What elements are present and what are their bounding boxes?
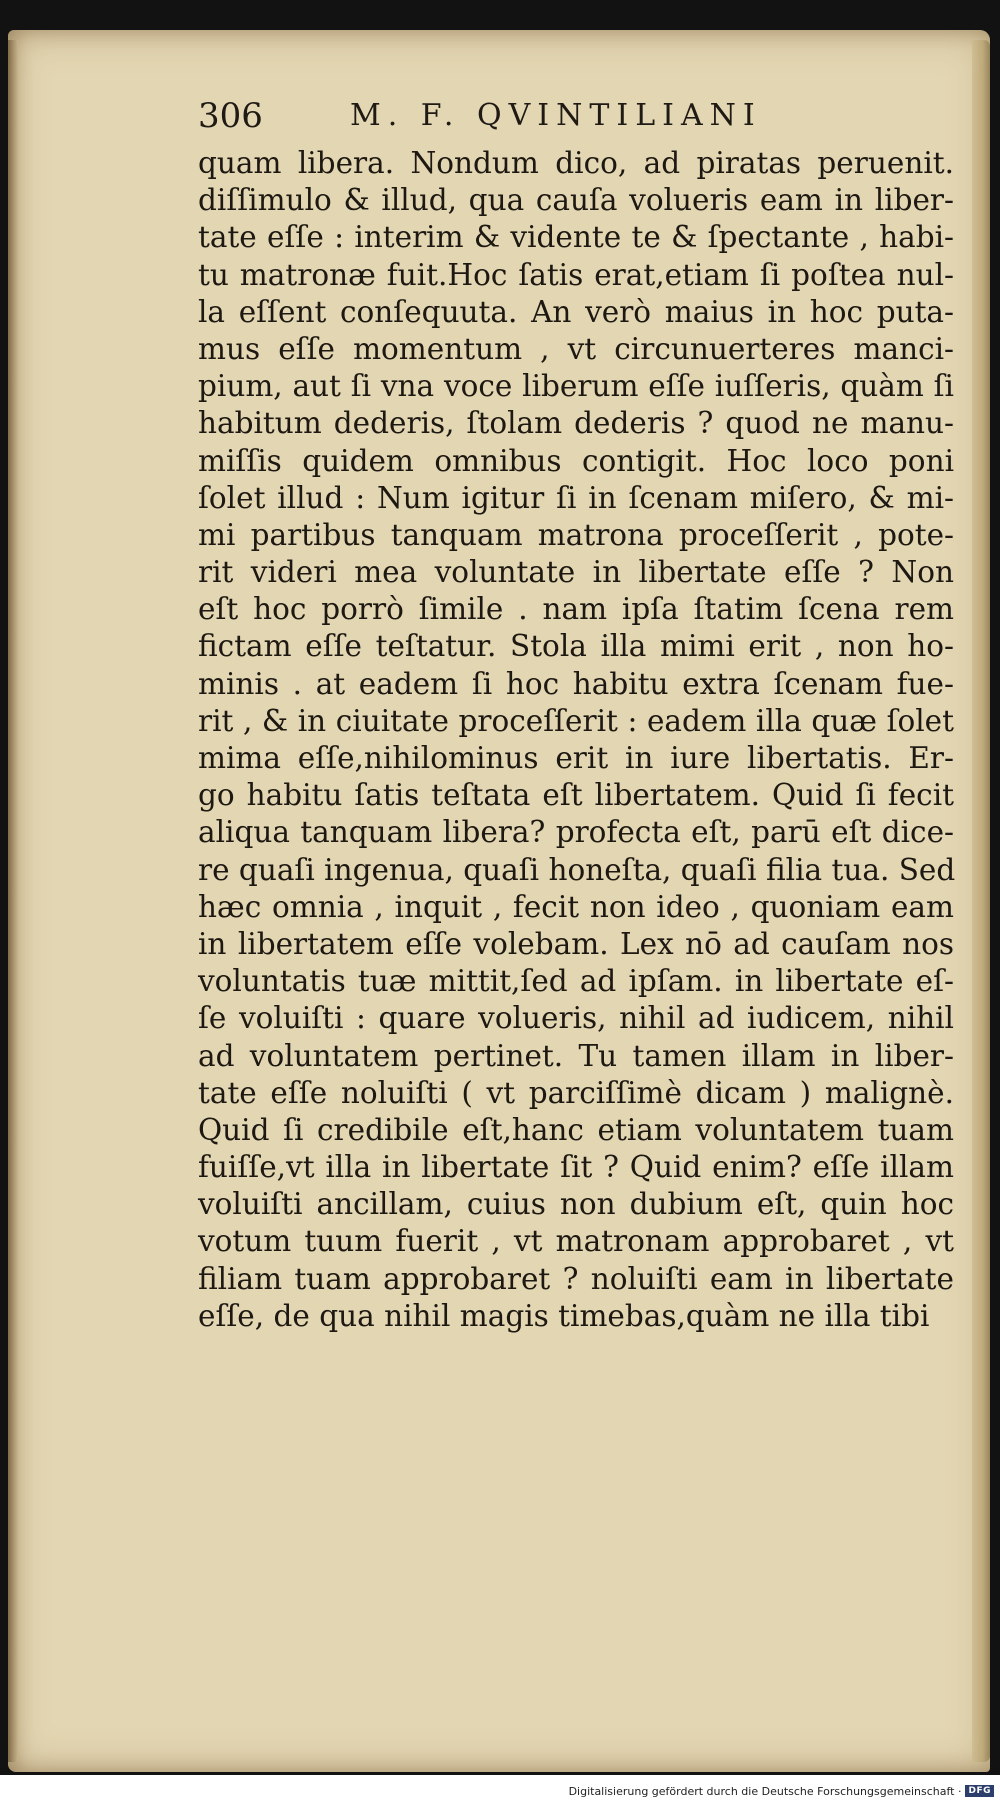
text-line: fictam eſſe teſtatur. Stola illa mimi erit , non ho- [198,629,954,664]
page-gutter [8,40,18,1762]
text-line: in libertatem eſſe volebam. Lex nō ad cauſam nos [198,926,954,961]
dfg-logo: DFG [965,1785,994,1797]
text-line: miſſis quidem omnibus contigit. Hoc loco poni [198,443,954,478]
text-line: ad voluntatem pertinet. Tu tamen illam in liber- [198,1038,954,1073]
text-line: ſe voluiſti : quare volueris, nihil ad iudicem, nihil [198,1001,954,1036]
text-line: tu matronæ fuit.Hoc ſatis erat,etiam ſi poſtea nul- [198,257,954,292]
text-line: re quaſi ingenua, quaſi honeſta, quaſi filia tua. Sed [198,852,956,887]
text-line: fuiſſe,vt illa in libertate ſit ? Quid enim? eſſe illam [198,1150,954,1185]
text-line: filiam tuam approbaret ? noluiſti eam in libertate [198,1261,954,1296]
text-line: ſolet illud : Num igitur ſi in ſcenam miſero, & mi- [198,480,954,515]
text-line: diſſimulo & illud, qua cauſa volueris eam in liber- [198,183,954,218]
text-line: votum tuum fuerit , vt matronam approbaret , vt [198,1224,954,1259]
digitization-footer [569,1782,994,1800]
text-line: aliqua tanquam libera? profecta eſt, parū eſt dice- [198,815,954,850]
text-line: mima eſſe,nihilominus erit in iure libertatis. Er- [198,741,954,775]
page-number: 306 [198,96,263,136]
text-line: minis . at eadem ſi hoc habitu extra ſcenam fue- [198,666,954,701]
text-line: quam libera. Nondum dico, ad piratas peruenit. [198,146,954,180]
text-line: hæc omnia , inquit , fecit non ideo , quoniam eam [198,889,954,924]
text-line: voluiſti ancillam, cuius non dubium eſt, quin hoc [198,1187,954,1222]
text-line: Quid ſi credibile eſt,hanc etiam voluntatem tuam [198,1112,954,1147]
text-line: eſſe, de qua nihil magis timebas,quàm ne illa tibi [198,1298,930,1333]
text-line: pium, aut ſi vna voce liberum eſſe iuſſeris, quàm ſi [198,369,954,404]
running-head-title: M. F. QVINTILIANI [350,98,762,133]
text-line: tate eſſe noluiſti ( vt parciſſimè dicam ) malignè. [198,1075,954,1110]
text-line: voluntatis tuæ mittit,ſed ad ipſam. in libertate eſ- [198,964,954,999]
text-line: eſt hoc porrò ſimile . nam ipſa ſtatim ſcena rem [198,592,954,627]
text-line: rit videri mea voluntate in libertate eſſe ? Non [198,555,954,590]
text-line: mi partibus tanquam matrona proceſſerit , pote- [198,517,954,552]
page-fore-edge [972,40,990,1762]
running-head [198,88,798,138]
text-line: la eſſent conſequuta. An verò maius in hoc puta- [198,294,954,329]
footer-credit: Digitalisierung gefördert durch die Deutsche Forschungsgemeinschaft · [568,1784,962,1798]
text-line: mus eſſe momentum , vt circunuerteres manci- [198,331,954,366]
text-line: tate eſſe : interim & vidente te & ſpectante , habi- [198,220,954,255]
text-line: go habitu ſatis teſtata eſt libertatem. Quid ſi fecit [198,778,954,813]
text-line: habitum dederis, ſtolam dederis ? quod ne manu- [198,406,954,441]
text-line: rit , & in ciuitate proceſſerit : eadem illa quæ ſolet [198,703,954,738]
body-text [198,145,954,1335]
